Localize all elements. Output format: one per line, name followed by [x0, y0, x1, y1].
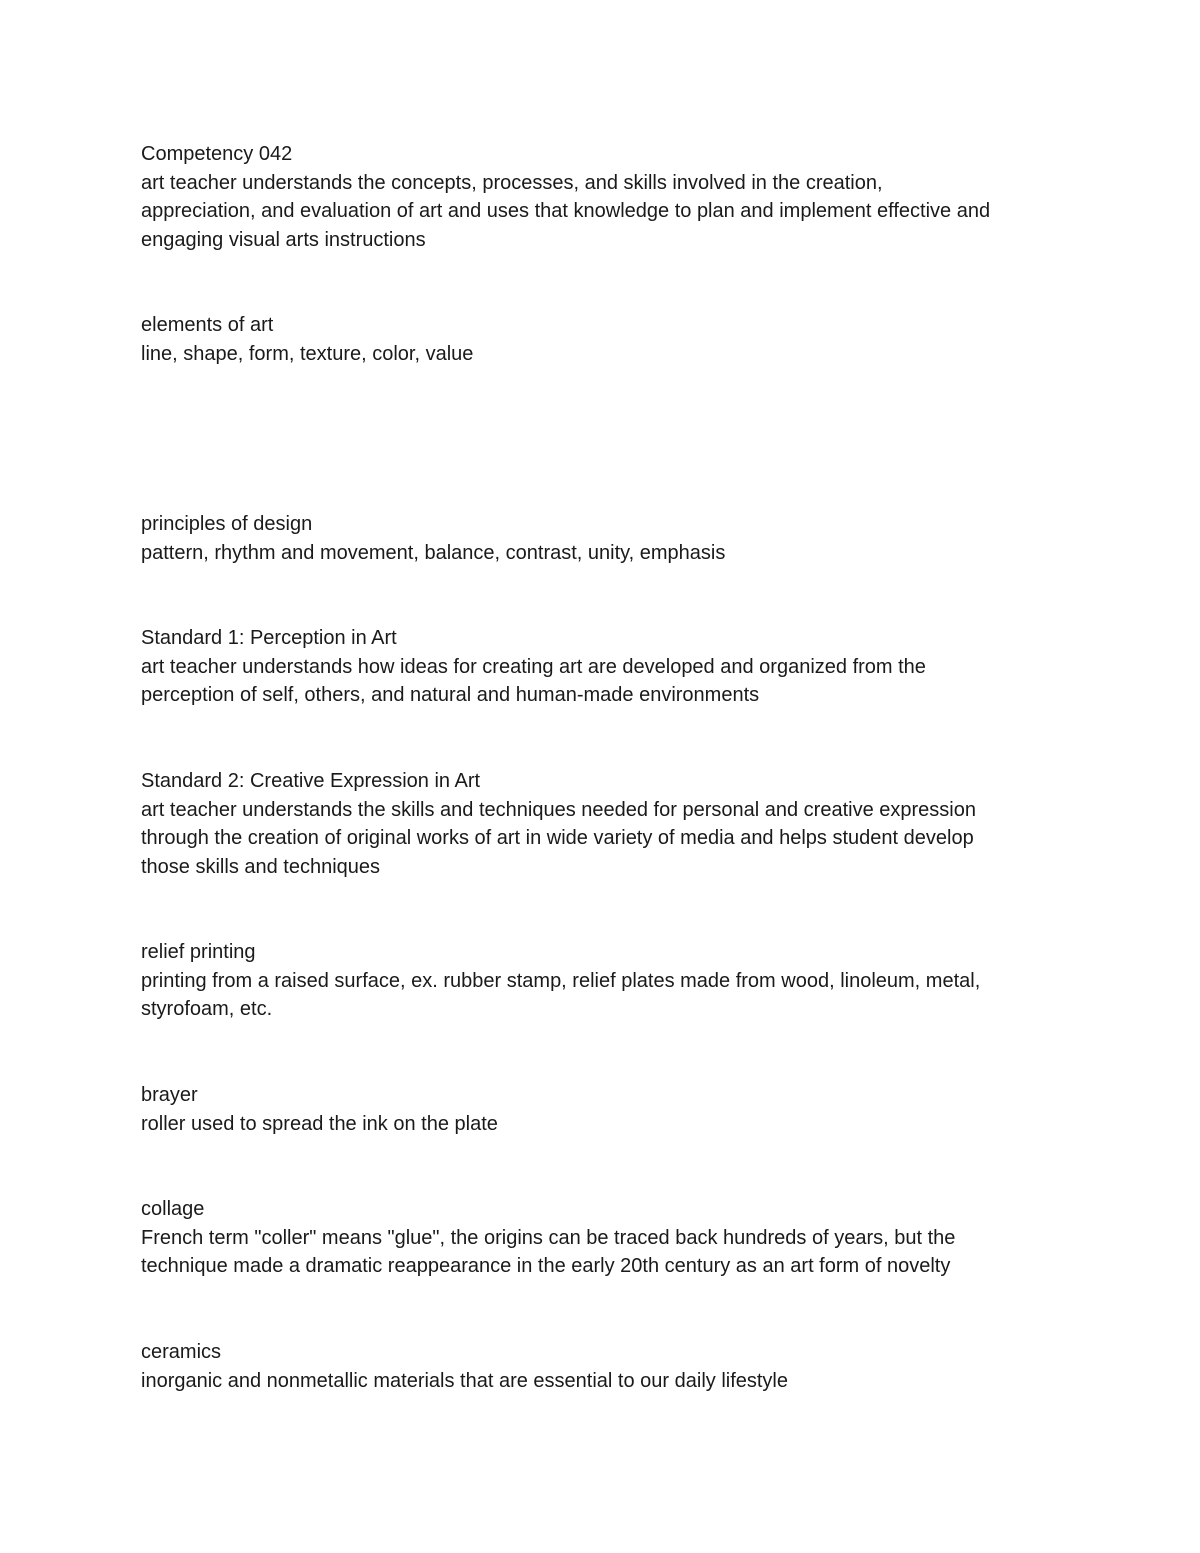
entry-term: elements of art	[141, 314, 274, 336]
entry-definition-line: printing from a raised surface, ex. rubber stamp, relief plates made from wood, linoleum, metal,	[141, 969, 981, 992]
entry-term: collage	[141, 1198, 205, 1220]
entry-term: relief printing	[141, 941, 256, 963]
entry-definition-line: through the creation of original works of art in wide variety of media and helps student develop	[141, 827, 974, 849]
entry-definition-line: styrofoam, etc.	[141, 998, 273, 1020]
entry-definition-line: art teacher understands the skills and techniques needed for personal and creative expression	[141, 798, 976, 821]
entry-standard-1	[141, 624, 1071, 710]
entry-standard-2	[141, 767, 1071, 881]
entry-collage	[141, 1195, 1071, 1281]
entry-definition-line: perception of self, others, and natural and human-made environments	[141, 684, 760, 706]
entry-term: ceramics	[141, 1341, 222, 1363]
entry-brayer	[141, 1081, 1071, 1138]
entry-term: brayer	[141, 1084, 198, 1106]
entry-definition-line: line, shape, form, texture, color, value	[141, 342, 474, 365]
entry-term: Competency 042	[141, 143, 293, 165]
entry-elements-of-art	[141, 311, 1071, 368]
entry-definition-line: technique made a dramatic reappearance in the early 20th century as an art form of novelty	[141, 1255, 951, 1277]
entry-term: Standard 2: Creative Expression in Art	[141, 770, 481, 792]
entry-competency-042	[141, 140, 1071, 254]
entry-definition-line: pattern, rhythm and movement, balance, contrast, unity, emphasis	[141, 541, 726, 564]
entry-term: Standard 1: Perception in Art	[141, 627, 397, 649]
entry-definition-line: French term "coller" means "glue", the origins can be traced back hundreds of years, but the	[141, 1226, 956, 1249]
entry-principles-of-design	[141, 510, 1071, 567]
entry-definition-line: art teacher understands how ideas for creating art are developed and organized from the	[141, 655, 926, 678]
entry-definition-line: roller used to spread the ink on the plate	[141, 1112, 498, 1135]
entry-term: principles of design	[141, 513, 313, 535]
entry-definition-line: those skills and techniques	[141, 855, 381, 878]
entry-relief-printing	[141, 938, 1071, 1024]
entry-definition-line: appreciation, and evaluation of art and uses that knowledge to plan and implement effective and	[141, 200, 991, 222]
entry-definition-line: art teacher understands the concepts, processes, and skills involved in the creation,	[141, 171, 883, 194]
entry-definition-line: engaging visual arts instructions	[141, 228, 426, 251]
entry-definition-line: inorganic and nonmetallic materials that are essential to our daily lifestyle	[141, 1369, 789, 1392]
entry-ceramics	[141, 1338, 1071, 1395]
